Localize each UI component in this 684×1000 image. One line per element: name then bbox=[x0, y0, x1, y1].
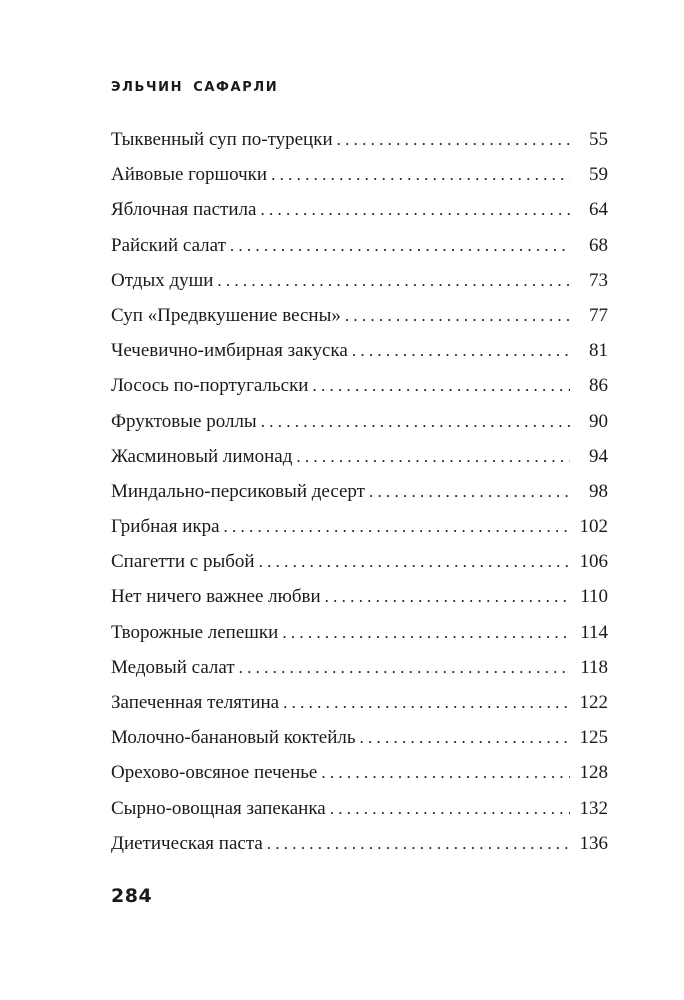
toc-entry bbox=[111, 791, 608, 826]
toc-entry-title: Райский салат bbox=[111, 234, 226, 256]
toc-entry-title: Орехово-овсяное печенье bbox=[111, 762, 318, 784]
toc-entry-page: 128 bbox=[579, 762, 608, 784]
toc-entry bbox=[111, 298, 608, 333]
toc-entry bbox=[111, 157, 608, 192]
toc-entry-page: 106 bbox=[579, 551, 608, 573]
toc-entry bbox=[111, 579, 608, 614]
dot-leader bbox=[360, 720, 570, 755]
toc-entry-page: 114 bbox=[580, 621, 608, 643]
toc-entry-title: Запеченная телятина bbox=[111, 692, 280, 713]
toc-entry bbox=[111, 755, 608, 790]
toc-entry-page: 118 bbox=[580, 656, 608, 678]
toc-entry-page: 77 bbox=[589, 304, 608, 326]
toc-entry-title: Чечевично-имбирная закуска bbox=[111, 340, 348, 362]
toc-entry-title: Миндально-персиковый десерт bbox=[111, 480, 365, 502]
toc-entry-title: Суп «Предвкушение весны» bbox=[111, 304, 341, 326]
toc-entry bbox=[111, 720, 608, 755]
toc-entry-page: 132 bbox=[579, 797, 608, 819]
toc-entry-title: Грибная икра bbox=[111, 516, 220, 538]
dot-leader bbox=[312, 368, 570, 403]
toc-entry-page: 86 bbox=[589, 375, 608, 397]
toc-entry-title: Отдых души bbox=[111, 269, 214, 291]
toc-entry-title: Фруктовые роллы bbox=[111, 410, 257, 432]
toc-entry bbox=[111, 650, 608, 685]
toc-entry-page: 59 bbox=[589, 164, 608, 186]
dot-leader bbox=[283, 685, 569, 720]
toc-entry-page: 90 bbox=[589, 410, 608, 432]
toc-entry bbox=[111, 544, 608, 579]
toc-entry-page: 64 bbox=[589, 199, 608, 221]
dot-leader bbox=[239, 650, 570, 685]
toc-entry bbox=[111, 826, 608, 861]
toc-entry-title: Жасминовый лимонад bbox=[111, 445, 293, 467]
toc-entry-title: Спагетти с рыбой bbox=[111, 551, 255, 573]
dot-leader bbox=[271, 157, 570, 192]
page-number: 284 bbox=[111, 885, 153, 907]
toc-entry-title: Лосось по-португальски bbox=[111, 375, 309, 397]
toc-entry bbox=[111, 685, 608, 720]
toc-entry bbox=[111, 404, 608, 439]
toc-entry-title: Айвовые горшочки bbox=[111, 164, 268, 186]
toc-entry-title: Диетическая паста bbox=[111, 832, 263, 854]
dot-leader bbox=[259, 544, 570, 579]
dot-leader bbox=[369, 474, 570, 509]
toc-entry-title: Тыквенный суп по-турецки bbox=[111, 129, 333, 150]
toc-entry-page: 122 bbox=[579, 692, 608, 713]
toc-entry-title: Медовый салат bbox=[111, 656, 235, 678]
dot-leader bbox=[345, 298, 570, 333]
toc-entry-page: 73 bbox=[589, 269, 608, 291]
table-of-contents bbox=[111, 122, 608, 861]
dot-leader bbox=[325, 579, 570, 614]
toc-entry-title: Творожные лепешки bbox=[111, 621, 279, 643]
dot-leader bbox=[282, 615, 570, 650]
dot-leader bbox=[217, 263, 570, 298]
toc-entry bbox=[111, 333, 608, 368]
dot-leader bbox=[352, 333, 570, 368]
toc-entry bbox=[111, 474, 608, 509]
running-head-author: ЭЛЬЧИН САФАРЛИ bbox=[111, 80, 279, 95]
toc-entry-title: Нет ничего важнее любви bbox=[111, 586, 321, 608]
toc-entry-title: Яблочная пастила bbox=[111, 199, 257, 221]
dot-leader bbox=[230, 228, 570, 263]
toc-entry bbox=[111, 368, 608, 403]
toc-entry bbox=[111, 615, 608, 650]
toc-entry-title: Молочно-банановый коктейль bbox=[111, 727, 356, 749]
toc-entry-page: 81 bbox=[589, 340, 608, 362]
dot-leader bbox=[267, 826, 570, 861]
toc-entry-page: 68 bbox=[589, 234, 608, 256]
toc-entry-page: 136 bbox=[579, 832, 608, 854]
dot-leader bbox=[337, 122, 570, 157]
dot-leader bbox=[260, 192, 570, 227]
dot-leader bbox=[296, 439, 570, 474]
toc-entry bbox=[111, 263, 608, 298]
dot-leader bbox=[224, 509, 570, 544]
toc-entry bbox=[111, 509, 608, 544]
toc-entry bbox=[111, 439, 608, 474]
toc-entry-page: 94 bbox=[589, 445, 608, 467]
toc-entry-page: 110 bbox=[580, 586, 608, 608]
dot-leader bbox=[261, 404, 570, 439]
toc-entry-page: 125 bbox=[579, 727, 608, 749]
toc-entry-page: 98 bbox=[589, 480, 608, 502]
toc-entry-page: 55 bbox=[589, 129, 608, 150]
toc-entry bbox=[111, 228, 608, 263]
toc-entry-title: Сырно-овощная запеканка bbox=[111, 797, 326, 819]
toc-entry bbox=[111, 122, 608, 157]
dot-leader bbox=[330, 791, 570, 826]
toc-entry-page: 102 bbox=[579, 516, 608, 538]
dot-leader bbox=[321, 755, 569, 790]
toc-entry bbox=[111, 192, 608, 227]
